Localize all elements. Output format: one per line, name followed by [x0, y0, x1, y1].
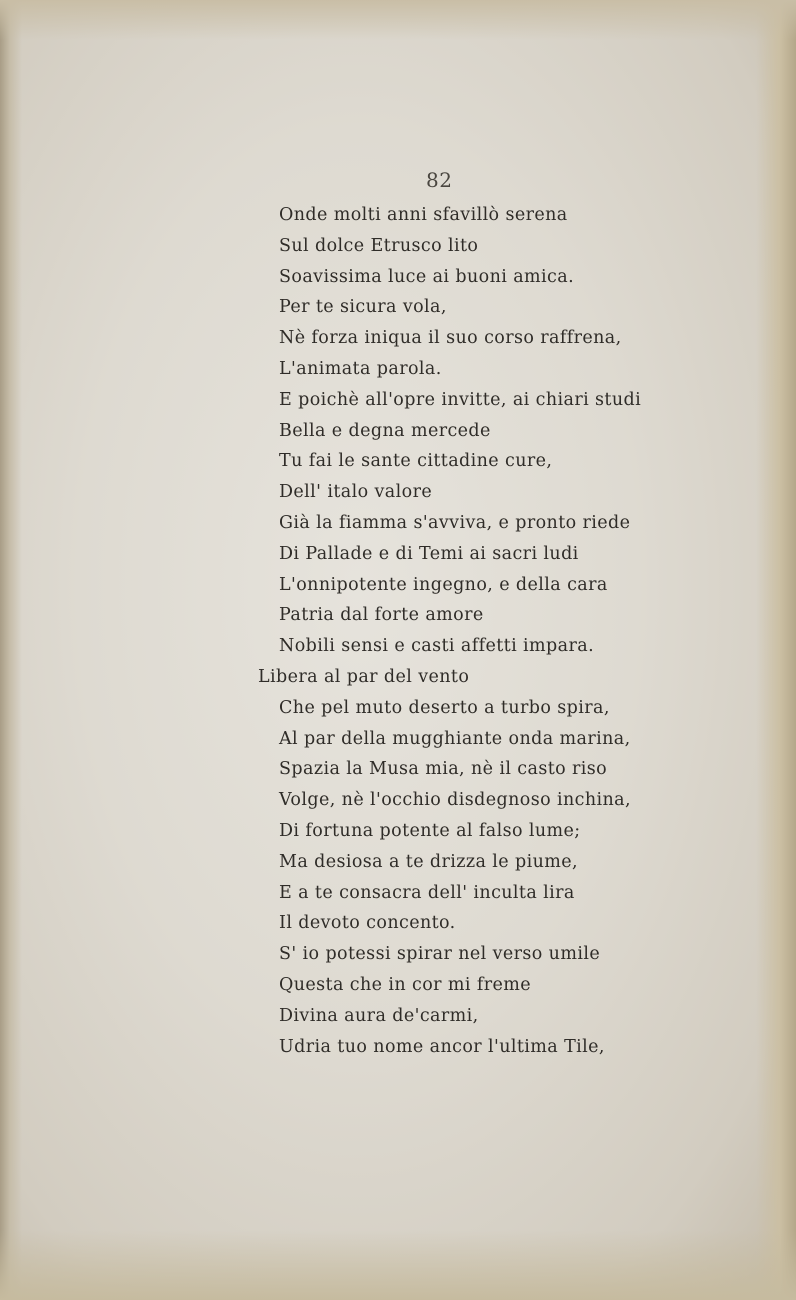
poem-line: Nobili sensi e casti affetti impara. [279, 636, 595, 657]
poem-line: Divina aura de'carmi, [279, 1005, 479, 1026]
poem-line: Dell' italo valore [279, 482, 433, 503]
poem-line: Il devoto concento. [279, 913, 456, 934]
poem-line: Di Pallade e di Temi ai sacri ludi [279, 543, 579, 564]
poem-line: Spazia la Musa mia, nè il casto riso [279, 759, 608, 780]
poem-text [0, 200, 796, 1062]
poem-line: E poichè all'opre invitte, ai chiari studi [279, 389, 642, 410]
poem-line: Onde molti anni sfavillò serena [279, 205, 568, 225]
poem-line: S' io potessi spirar nel verso umile [279, 944, 601, 965]
poem-line: Sul dolce Etrusco lito [279, 235, 479, 256]
page-edge-shadow-bottom [0, 1230, 796, 1300]
page-number: 82 [426, 168, 453, 192]
poem-line: L'animata parola. [279, 358, 442, 379]
poem-line: Patria dal forte amore [279, 605, 484, 626]
poem-line: Questa che in cor mi freme [279, 974, 531, 995]
poem-line: Al par della mugghiante onda marina, [279, 728, 631, 749]
poem-line: Libera al par del vento [258, 666, 470, 687]
poem-line: Che pel muto deserto a turbo spira, [279, 697, 610, 718]
poem-line: Soavissima luce ai buoni amica. [279, 266, 575, 287]
poem-line: Nè forza iniqua il suo corso raffrena, [279, 328, 622, 349]
poem-line: Volge, nè l'occhio disdegnoso inchina, [279, 790, 631, 811]
poem-line: Per te sicura vola, [279, 297, 447, 318]
poem-line: Già la fiamma s'avviva, e pronto riede [279, 512, 631, 533]
poem-line: Tu fai le sante cittadine cure, [279, 451, 553, 472]
poem-line: Di fortuna potente al falso lume; [279, 820, 581, 841]
page-edge-shadow-top [0, 0, 796, 40]
poem-line: L'onnipotente ingegno, e della cara [279, 574, 608, 595]
poem-line: Ma desiosa a te drizza le piume, [279, 851, 579, 872]
poem-line: Udria tuo nome ancor l'ultima Tile, [279, 1036, 605, 1057]
poem-line: Bella e degna mercede [279, 420, 491, 441]
poem-line: E a te consacra dell' inculta lira [279, 882, 575, 903]
